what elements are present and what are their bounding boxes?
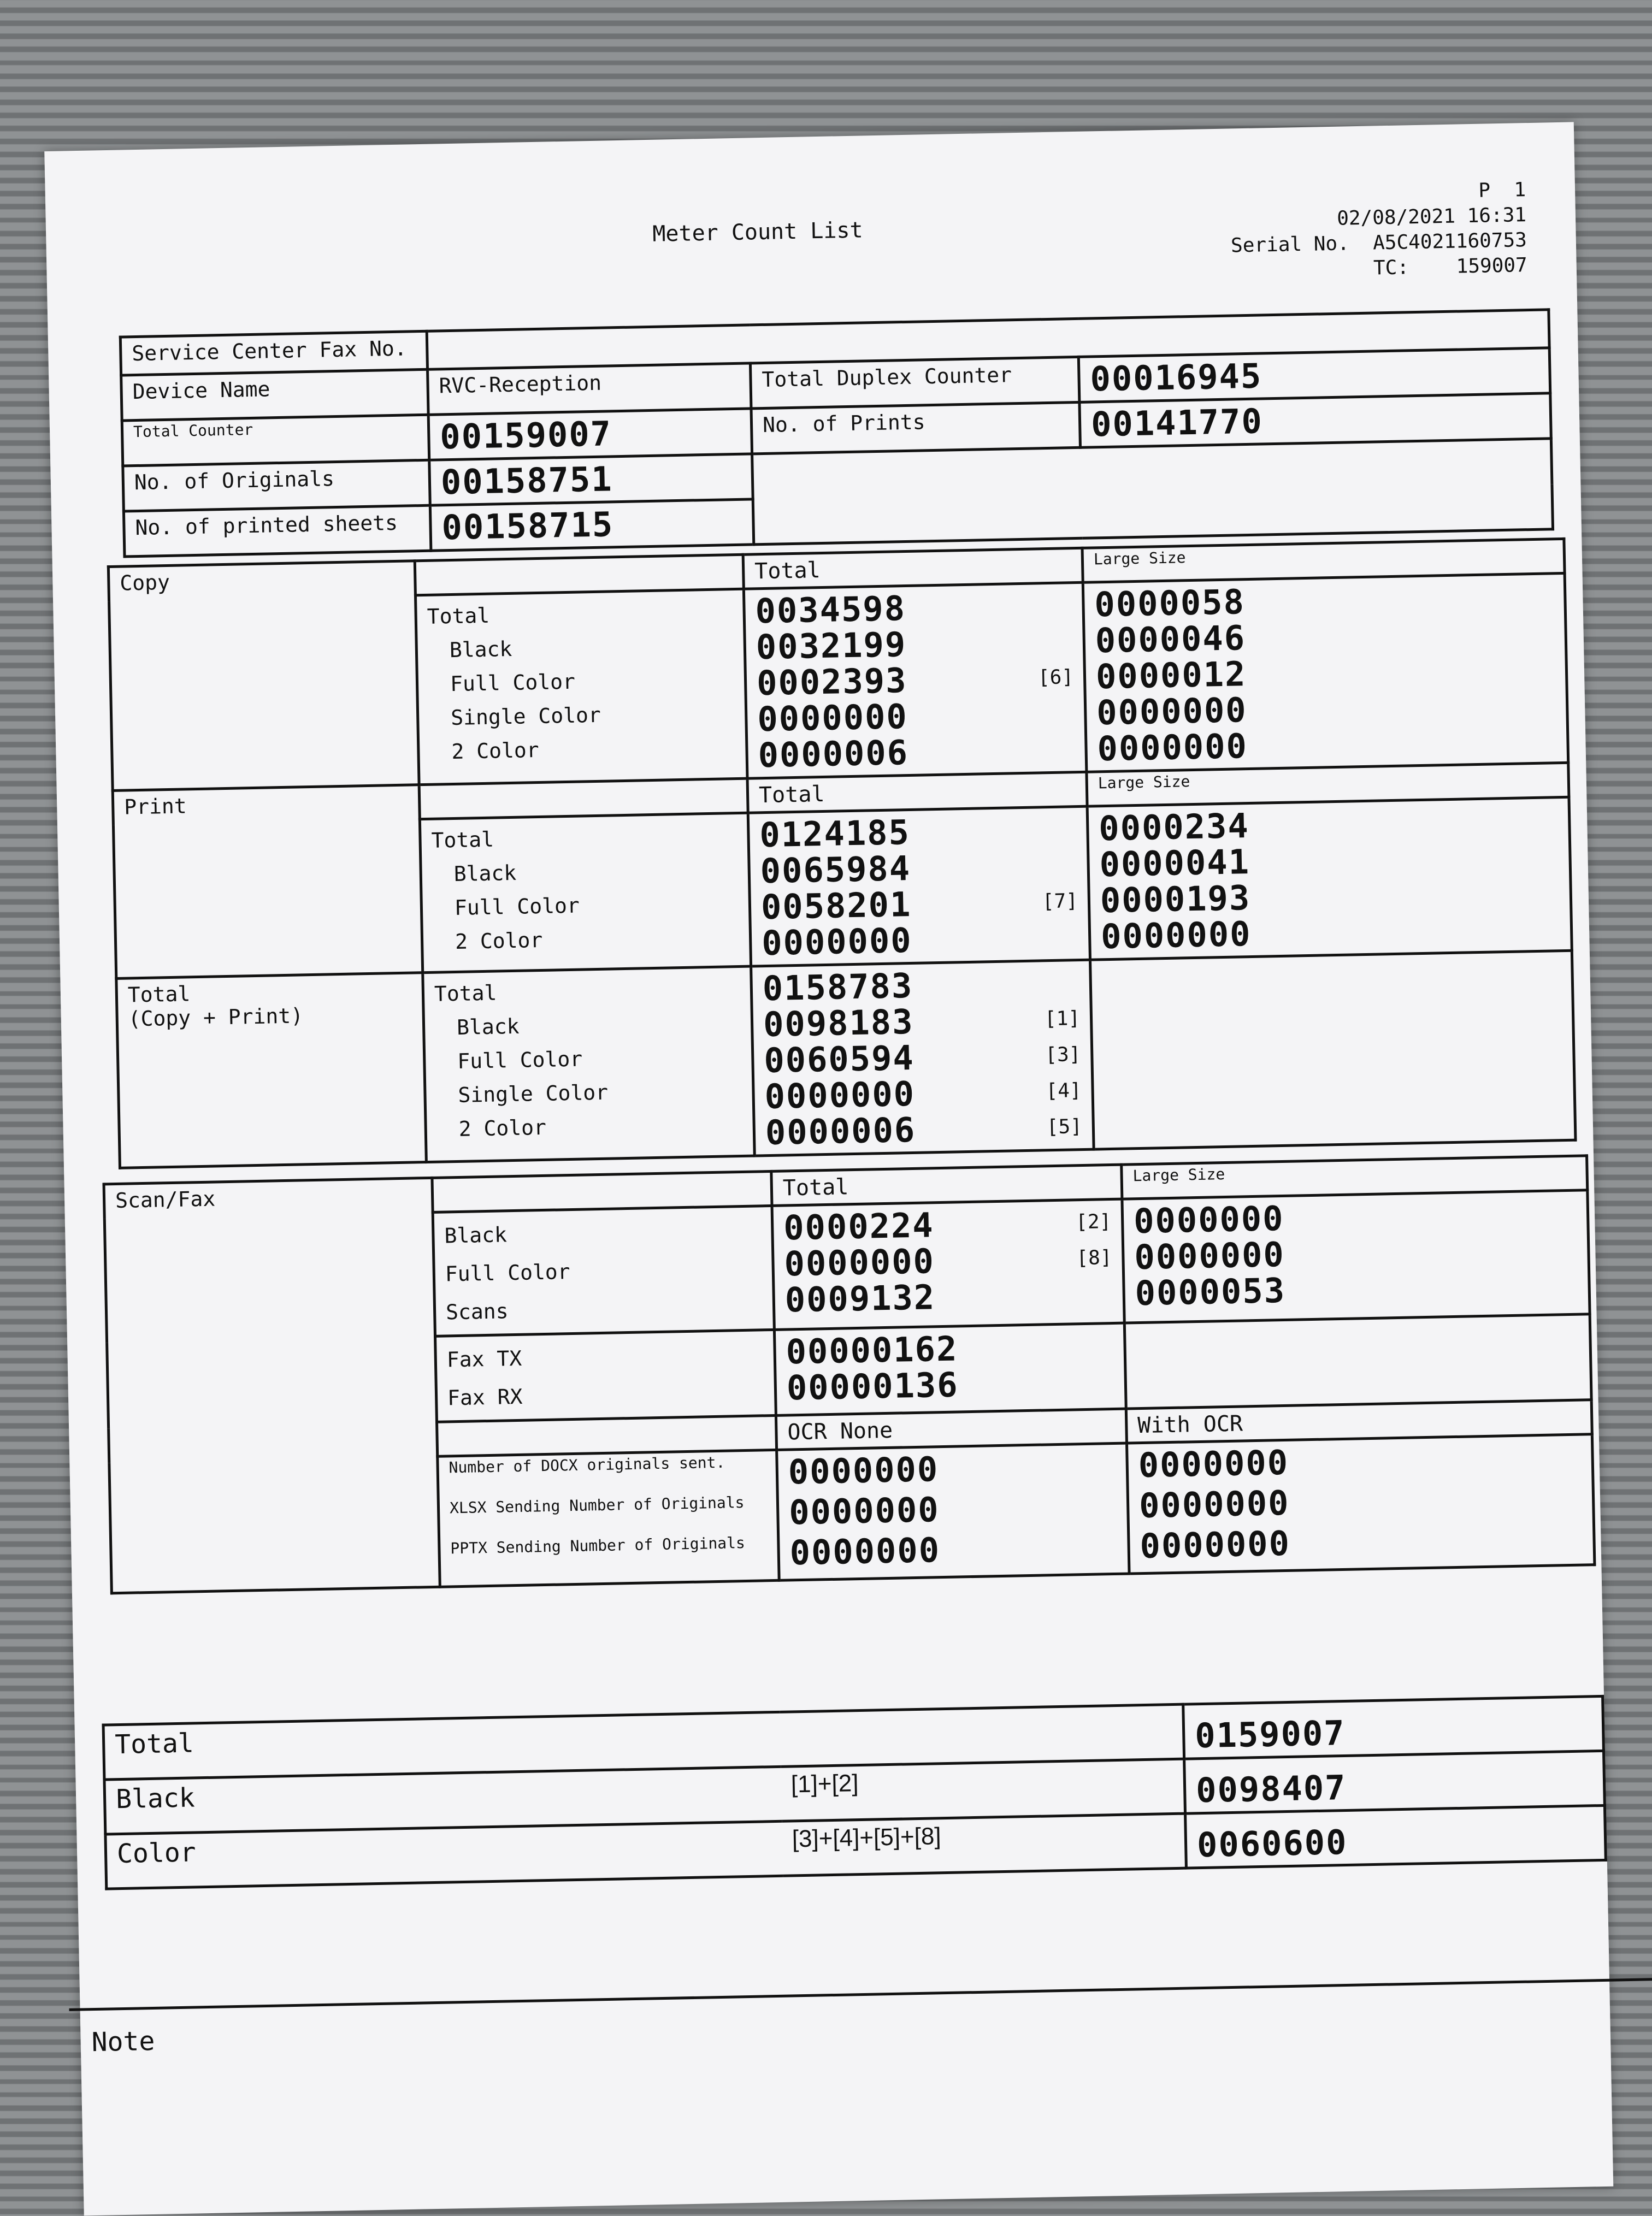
cp-ref-3: [3]: [1045, 1043, 1081, 1067]
scanfax-head-blank: [432, 1171, 772, 1212]
duplex-label: Total Duplex Counter: [750, 357, 1079, 409]
scanfax-large-values: [1122, 1190, 1590, 1323]
with-ocr-xlsx: 0000000: [1138, 1482, 1290, 1526]
copy-ref: [1072, 623, 1073, 659]
print-section-label: Print: [113, 785, 423, 979]
ocr-none-values: [777, 1443, 1129, 1580]
cp-label-fullcolor: Full Color: [457, 1047, 583, 1073]
scanfax-section-label: Scan/Fax: [104, 1178, 440, 1593]
with-ocr-docx: 0000000: [1138, 1442, 1289, 1486]
note-label: Note: [91, 2025, 155, 2058]
copy-value-black: 0032199: [756, 624, 907, 667]
summary-color-formula: [3]+[4]+[5]+[8]: [782, 1813, 1186, 1876]
total-counter-label: Total Counter: [122, 415, 429, 466]
copy-large-singlecolor: 0000000: [1096, 690, 1248, 733]
fax-tx-value: 00000162: [785, 1328, 958, 1372]
ocr-none-head: OCR None: [776, 1409, 1126, 1450]
copy-label-total: Total: [427, 603, 490, 629]
summary-total-value: 0159007: [1183, 1696, 1604, 1759]
fax-tx-label: Fax TX: [446, 1346, 522, 1372]
with-ocr-values: [1126, 1434, 1594, 1574]
copy-print-section-label: Total (Copy + Print): [116, 973, 427, 1168]
print-label-fullcolor: Full Color: [454, 893, 580, 920]
print-datetime: 02/08/2021 16:31: [1336, 204, 1527, 230]
scan-label-fullcolor: Full Color: [445, 1260, 570, 1286]
scan-large-fullcolor: 0000000: [1134, 1234, 1285, 1278]
fax-row-labels: [435, 1329, 776, 1422]
copy-label-2color: 2 Color: [451, 737, 540, 764]
with-ocr-pptx: 0000000: [1139, 1523, 1291, 1567]
copy-value-fullcolor: 0002393: [756, 660, 908, 704]
sheets-value: 00158715: [430, 499, 753, 551]
scan-value-fullcolor: 0000000: [783, 1241, 935, 1284]
scanfax-total-head: Total: [771, 1165, 1122, 1205]
ocr-label-pptx: PPTX Sending Number of Originals: [450, 1534, 746, 1558]
sheets-label: No. of printed sheets: [123, 505, 430, 557]
copy-label-black: Black: [449, 636, 512, 663]
print-large-fullcolor: 0000193: [1100, 878, 1251, 921]
originals-label: No. of Originals: [123, 460, 430, 511]
scan-large-black: 0000000: [1133, 1198, 1285, 1242]
scan-ref: [1112, 1276, 1113, 1312]
copy-large-black: 0000046: [1095, 618, 1246, 661]
summary-black-formula: [1]+[2]: [781, 1759, 1185, 1821]
print-value-black: 0065984: [760, 848, 911, 891]
ocr-row-labels: [438, 1450, 779, 1587]
copy-value-total: 0034598: [754, 588, 906, 631]
ocr-none-docx: 0000000: [788, 1449, 939, 1492]
fax-rx-label: Fax RX: [447, 1384, 523, 1410]
scanfax-large-head: Large Size: [1122, 1156, 1588, 1199]
page-number: P 1: [1478, 179, 1526, 202]
copy-print-blank: [1090, 950, 1575, 1149]
device-name-value: RVC-Reception: [428, 363, 751, 415]
fax-values: [774, 1323, 1126, 1415]
scan-fax-table: [103, 1154, 1596, 1594]
cp-label-black: Black: [456, 1014, 520, 1039]
document-meta: [1230, 178, 1527, 283]
fax-blank: [1124, 1314, 1591, 1409]
print-label-2color: 2 Color: [455, 927, 543, 954]
with-ocr-head: With OCR: [1126, 1400, 1592, 1443]
scan-label-scans: Scans: [445, 1299, 509, 1325]
copy-ref-6: [6]: [1037, 666, 1074, 689]
copy-large-values: [1083, 573, 1568, 772]
cp-value-black: 0098183: [763, 1001, 914, 1045]
copy-total-values: [744, 582, 1087, 778]
cp-value-total: 0158783: [762, 965, 913, 1009]
scan-ref-8: [8]: [1076, 1246, 1112, 1270]
copy-value-2color: 0000006: [757, 732, 909, 776]
print-ref: [1078, 919, 1079, 955]
cp-label-total: Total: [434, 980, 497, 1006]
tc-label: TC:: [1373, 256, 1409, 280]
device-name-label: Device Name: [121, 369, 428, 421]
copy-print-total-values: [751, 960, 1094, 1156]
summary-total-label: Total: [103, 1712, 781, 1780]
ocr-head-blank: [437, 1415, 777, 1456]
summary-total-formula: [780, 1704, 1184, 1766]
document-title: Meter Count List: [652, 217, 864, 247]
ocr-label-xlsx: XLSX Sending Number of Originals: [449, 1493, 745, 1517]
ocr-label-docx: Number of DOCX originals sent.: [449, 1453, 725, 1477]
print-label-black: Black: [453, 860, 517, 887]
serial-label: Serial No.: [1230, 232, 1350, 257]
print-large-values: [1087, 797, 1572, 960]
originals-value: 00158751: [429, 454, 753, 505]
copy-value-singlecolor: 0000000: [757, 696, 908, 740]
note-section: [69, 1977, 1652, 2058]
info-blank: [752, 439, 1553, 545]
scanfax-total-values: [772, 1199, 1124, 1329]
copy-label-fullcolor: Full Color: [450, 669, 576, 696]
cp-value-singlecolor: 0000000: [764, 1073, 916, 1117]
print-large-head: Large Size: [1087, 763, 1569, 806]
print-label-total: Total: [431, 827, 494, 853]
print-ref-7: [7]: [1042, 890, 1078, 913]
copy-head-blank: [415, 554, 744, 595]
print-value-2color: 0000000: [761, 920, 913, 964]
prints-value: 00141770: [1079, 393, 1551, 448]
device-info-table: [119, 308, 1554, 558]
scan-value-black: 0000224: [783, 1205, 935, 1248]
tc-value: 159007: [1456, 254, 1528, 278]
summary-color-label: Color: [105, 1821, 783, 1889]
total-counter-value: 00159007: [428, 409, 752, 460]
copy-total-head: Total: [743, 548, 1083, 589]
print-total-head: Total: [747, 772, 1087, 813]
print-value-fullcolor: 0058201: [760, 884, 912, 927]
copy-ref: [1074, 695, 1075, 731]
service-fax-label: Service Center Fax No.: [120, 331, 427, 375]
scan-ref-2: [2]: [1075, 1210, 1112, 1234]
copy-row-labels: [415, 589, 747, 784]
scanfax-row-labels: [433, 1205, 774, 1336]
scan-label-black: Black: [444, 1222, 508, 1248]
copy-large-2color: 0000000: [1096, 726, 1248, 769]
cp-label-singlecolor: Single Color: [458, 1080, 609, 1107]
meter-count-sheet: [44, 122, 1613, 2215]
summary-black-label: Black: [104, 1766, 782, 1834]
copy-large-head: Large Size: [1082, 539, 1565, 582]
cp-ref-5: [5]: [1046, 1115, 1083, 1139]
copy-large-total: 0000058: [1094, 582, 1246, 625]
summary-black-value: 0098407: [1184, 1751, 1605, 1813]
print-value-total: 0124185: [759, 812, 911, 855]
copy-label-singlecolor: Single Color: [450, 702, 601, 730]
print-ref: [1076, 811, 1077, 847]
copy-print-row-labels: [423, 966, 755, 1162]
print-row-labels: [420, 813, 751, 972]
fax-rx-value: 00000136: [786, 1364, 959, 1408]
print-head-blank: [419, 778, 748, 819]
ocr-none-pptx: 0000000: [789, 1530, 941, 1573]
scan-large-scans: 0000053: [1135, 1270, 1286, 1314]
copy-large-fullcolor: 0000012: [1095, 654, 1247, 697]
cp-label-2color: 2 Color: [458, 1115, 547, 1141]
prints-label: No. of Prints: [751, 402, 1080, 454]
cp-value-2color: 0000006: [765, 1109, 916, 1153]
cp-value-fullcolor: 0060594: [763, 1037, 915, 1081]
copy-section-label: Copy: [108, 561, 419, 791]
print-large-total: 0000234: [1098, 806, 1250, 849]
summary-color-value: 0060600: [1185, 1805, 1606, 1868]
print-large-black: 0000041: [1099, 842, 1250, 885]
cp-ref-4: [4]: [1046, 1079, 1082, 1103]
ocr-none-xlsx: 0000000: [788, 1490, 940, 1533]
duplex-value: 00016945: [1078, 348, 1550, 403]
summary-table: [102, 1695, 1607, 1890]
scan-value-scans: 0009132: [784, 1277, 936, 1320]
print-total-values: [748, 806, 1090, 966]
print-large-2color: 0000000: [1100, 914, 1252, 957]
copy-print-table: [107, 537, 1577, 1169]
serial-value: A5C4021160753: [1372, 229, 1527, 255]
cp-ref-1: [1]: [1044, 1007, 1081, 1031]
